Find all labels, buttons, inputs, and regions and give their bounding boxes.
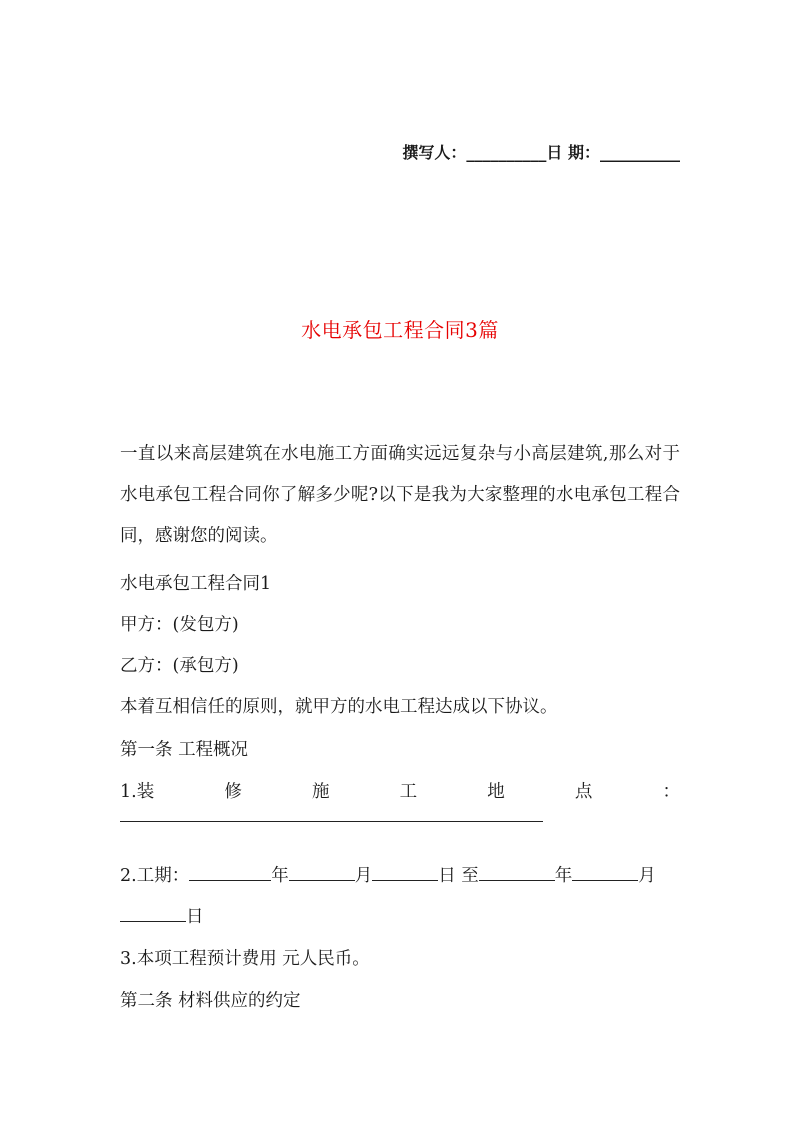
agreement-line: 本着互相信任的原则，就甲方的水电工程达成以下协议。 — [120, 697, 558, 717]
item-3-line: 3.本项工程预计费用 元人民币。 — [120, 949, 370, 969]
year-label: 年 — [271, 866, 289, 886]
date-label: 日 期： — [546, 143, 600, 162]
location-blank — [120, 821, 543, 822]
party-b-line: 乙方：(承包方) — [120, 656, 239, 676]
item-1-char: 1.装 — [120, 782, 155, 802]
item-1-char: ： — [662, 782, 680, 802]
month-label: 月 — [638, 866, 656, 886]
item-1-char: 施 — [311, 782, 330, 802]
blank — [189, 866, 271, 881]
author-date-line — [402, 140, 680, 163]
article-1-heading: 第一条 工程概况 — [120, 740, 249, 760]
blank — [479, 866, 555, 881]
day-label: 日 — [438, 866, 456, 886]
day-label: 日 — [186, 907, 204, 927]
item-1-char: 修 — [224, 782, 242, 802]
author-blank: __________ — [466, 143, 547, 162]
item-1-char: 地 — [487, 782, 505, 802]
item-1-location-line — [120, 778, 680, 803]
blank — [572, 866, 638, 881]
intro-paragraph: 一直以来高层建筑在水电施工方面确实远远复杂与小高层建筑,那么对于水电承包工程合同你了解多少呢?以下是我为大家整理的水电承包工程合同，感谢您的阅读。 — [120, 444, 680, 546]
blank — [120, 907, 186, 922]
item-2-continuation — [120, 903, 204, 928]
item-1-char: 点 — [574, 782, 593, 802]
blank — [289, 866, 355, 881]
party-a-line: 甲方：(发包方) — [120, 615, 239, 635]
year-label: 年 — [554, 866, 573, 886]
item-2-period-line — [120, 862, 656, 887]
author-label: 撰写人： — [402, 143, 467, 162]
blank — [372, 866, 438, 881]
date-blank: __________ — [600, 143, 680, 162]
item-1-char: 工 — [399, 782, 418, 802]
document-title: 水电承包工程合同3篇 — [301, 318, 499, 342]
month-label: 月 — [354, 866, 373, 886]
contract-heading: 水电承包工程合同1 — [120, 574, 272, 594]
article-2-heading: 第二条 材料供应的约定 — [120, 991, 301, 1011]
to-label: 至 — [461, 866, 479, 886]
item-2-label: 2.工期： — [120, 866, 190, 886]
